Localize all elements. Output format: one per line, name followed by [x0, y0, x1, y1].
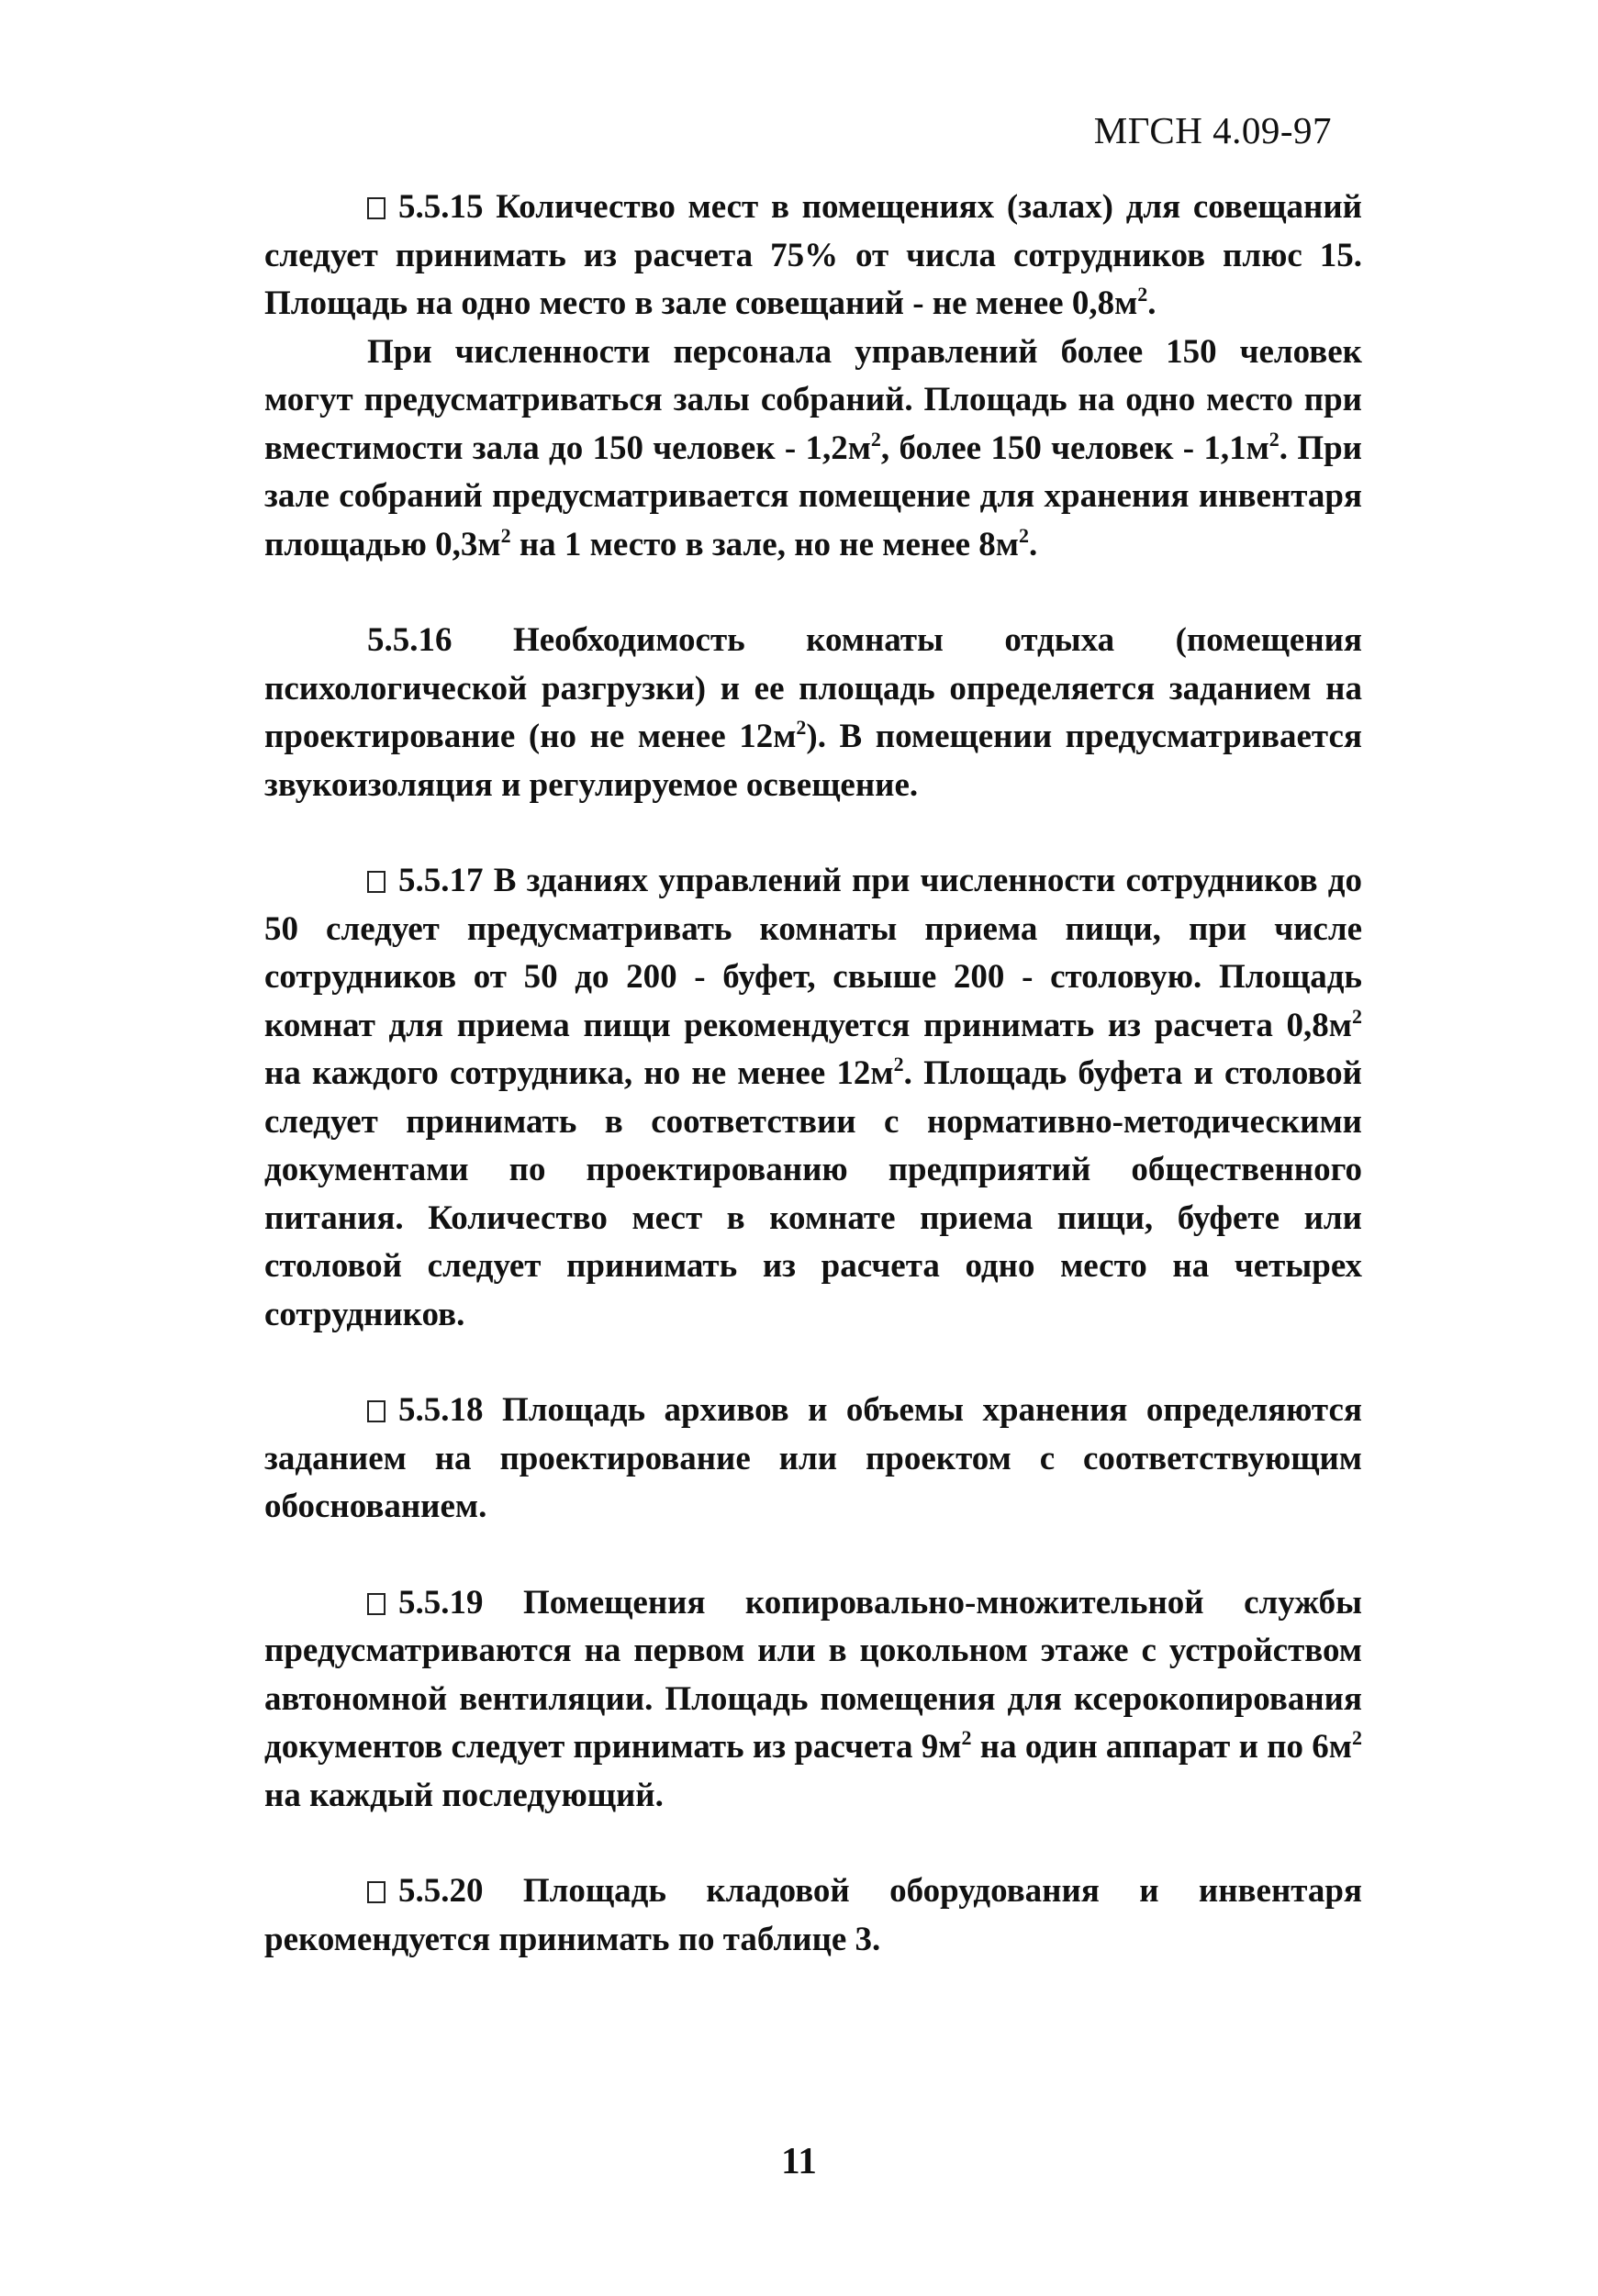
- clause-5-5-15: [264, 184, 1362, 329]
- clause-number: 5.5.20: [398, 1872, 484, 1910]
- clause-text-mid: на один аппарат и по 6м: [971, 1728, 1352, 1766]
- clause-number: 5.5.16: [367, 621, 453, 659]
- superscript: 2: [1268, 427, 1280, 451]
- clause-text-mid: , более 150 человек - 1,1м: [880, 429, 1269, 467]
- clause-5-5-19: [264, 1579, 1362, 1821]
- superscript: 2: [1352, 1004, 1362, 1028]
- clause-text-tail: на 1 место в зале, но не менее 8м: [510, 525, 1019, 563]
- document-body: [264, 184, 1362, 1964]
- superscript: 2: [1019, 523, 1029, 547]
- clause-text-tail: ). В помещении предусматривается звукоизоляция и регулируемое освещение.: [264, 718, 1363, 804]
- clause-5-5-20: [264, 1867, 1362, 1964]
- clause-text: Помещения копировально-множительной службы предусматриваются на первом или в цокольном этаже с устройством автономной вентиляции. Площадь помещения для ксерокопирования документов следует принимать из расчета 9м: [264, 1583, 1362, 1766]
- clause-text-end: .: [1029, 525, 1038, 563]
- clause-text-mid: на каждого сотрудника, но не менее 12м: [264, 1054, 894, 1092]
- clause-text: Количество мест в помещениях (залах) для совещаний следует принимать из расчета 75% от числа сотрудников плюс 15. Площадь на одно место в зале совещаний - не менее 0,8м: [264, 188, 1362, 322]
- checkbox-icon: [367, 1881, 386, 1903]
- superscript: 2: [870, 427, 881, 451]
- clause-5-5-18: [264, 1387, 1362, 1532]
- superscript: 2: [961, 1726, 972, 1749]
- checkbox-icon: [367, 1400, 386, 1422]
- clause-number: 5.5.18: [398, 1391, 484, 1429]
- clause-5-5-17: [264, 857, 1362, 1339]
- clause-text: Площадь кладовой оборудования и инвентаря рекомендуется принимать по таблице 3.: [264, 1872, 1362, 1958]
- superscript: 2: [893, 1053, 904, 1076]
- clause-text-tail: . Площадь буфета и столовой следует принимать в соответствии с нормативно-методическими документами по проектированию предприятий общественного питания. Количество мест в комнате приема пищи, буфете или столовой следует принимать из расчета одно место на четырех сотрудников.: [264, 1054, 1362, 1333]
- document-code: МГСН 4.09-97: [1093, 109, 1332, 151]
- superscript: 2: [1352, 1726, 1362, 1749]
- clause-text: В зданиях управлений при численности сотрудников до 50 следует предусматривать комнаты приема пищи, при числе сотрудников от 50 до 200 - буфет, свыше 200 - столовую. Площадь комнат для приема пищи рекомендуется принимать из расчета 0,8м: [264, 862, 1362, 1044]
- clause-text: Необходимость комнаты отдыха (помещения психологической разгрузки) и ее площадь определяется заданием на проектирование (но не менее 12м: [264, 621, 1362, 755]
- checkbox-icon: [367, 197, 386, 219]
- checkbox-icon: [367, 1593, 386, 1615]
- checkbox-icon: [367, 871, 386, 893]
- clause-text-tail: .: [1147, 284, 1157, 322]
- superscript: 2: [1137, 283, 1148, 306]
- clause-text: Площадь архивов и объемы хранения определяются заданием на проектирование или проектом с соответствующим обоснованием.: [264, 1391, 1362, 1525]
- clause-number: 5.5.17: [398, 862, 484, 899]
- clause-number: 5.5.19: [398, 1583, 484, 1622]
- clause-text-mid: . При зале собраний предусматривается помещение для хранения инвентаря площадью 0,3м: [264, 429, 1362, 563]
- page-number: 11: [781, 2139, 817, 2181]
- clause-number: 5.5.15: [398, 188, 484, 226]
- superscript: 2: [796, 716, 807, 739]
- clause-5-5-15-continued: [264, 329, 1362, 570]
- clause-text-tail: на каждый последующий.: [264, 1776, 664, 1814]
- clause-text: При численности персонала управлений более 150 человек могут предусматриваться залы собраний. Площадь на одно место при вместимости зала до 150 человек - 1,2м: [264, 332, 1362, 467]
- clause-5-5-16: [264, 617, 1362, 809]
- superscript: 2: [500, 523, 511, 547]
